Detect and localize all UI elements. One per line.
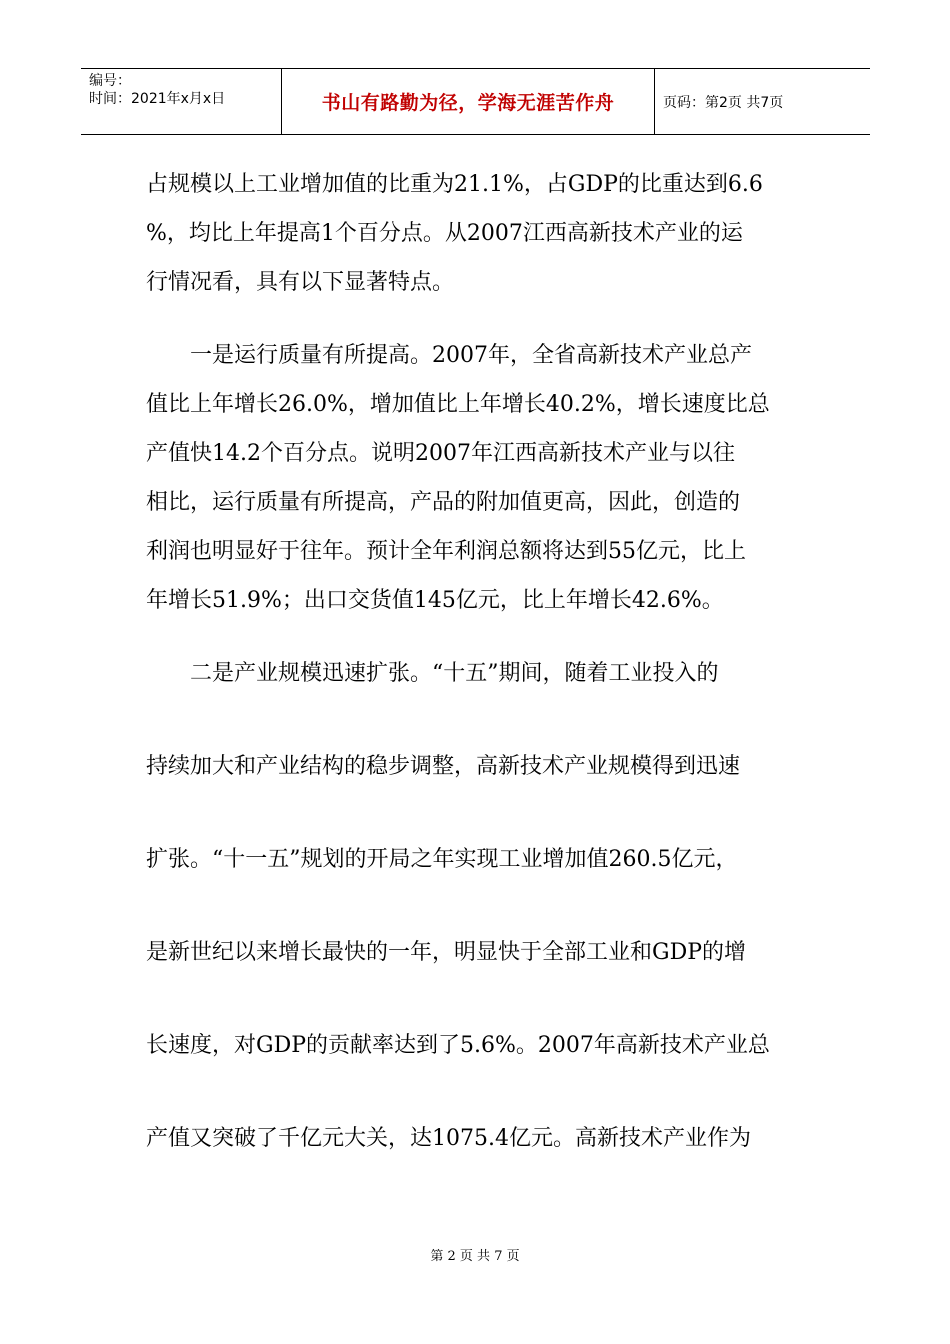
header-meta-cell — [81, 69, 282, 134]
text-line: 是新世纪以来增长最快的一年，明显快于全部工业和GDP的增 — [146, 940, 747, 965]
text-line: 产值快14.2个百分点。说明2007年江西高新技术产业与以往 — [146, 441, 735, 466]
text-line: 扩张。“十一五”规划的开局之年实现工业增加值260.5亿元， — [146, 847, 738, 872]
text-line — [146, 627, 806, 720]
paragraph-1 — [146, 160, 806, 307]
document-number-label: 编号： — [89, 73, 131, 89]
text-line: %，均比上年提高1个百分点。从2007江西高新技术产业的运 — [146, 221, 743, 246]
text-line: 相比，运行质量有所提高，产品的附加值更高，因此，创造的 — [146, 490, 741, 515]
document-date: 时间：2021年x月x日 — [89, 91, 226, 107]
text-line: 行情况看，具有以下显著特点。 — [146, 270, 455, 295]
text-line: 值比上年增长26.0%，增加值比上年增长40.2%，增长速度比总 — [146, 392, 770, 417]
text-line: 占规模以上工业增加值的比重为21.1%，占GDP的比重达到6.6 — [146, 172, 763, 197]
page-header — [81, 68, 870, 135]
header-motto: 书山有路勤为径，学海无涯苦作舟 — [282, 69, 655, 134]
header-page-info: 页码：第2页 共7页 — [663, 94, 784, 111]
text-line: 利润也明显好于往年。预计全年利润总额将达到55亿元，比上 — [146, 539, 746, 564]
page-footer: 第 2 页 共 7 页 — [430, 1249, 520, 1264]
text-line: 长速度，对GDP的贡献率达到了5.6%。2007年高新技术产业总 — [146, 1033, 770, 1058]
document-body — [146, 160, 806, 1185]
text-line: 产值又突破了千亿元大关，达1075.4亿元。高新技术产业作为 — [146, 1126, 751, 1151]
text-line — [146, 331, 806, 380]
paragraph-3 — [146, 627, 806, 1185]
text-line: 年增长51.9%；出口交货值145亿元，比上年增长42.6%。 — [146, 588, 724, 613]
text-line-indented: 一是运行质量有所提高。2007年，全省高新技术产业总产 — [190, 343, 752, 368]
text-line-indented: 二是产业规模迅速扩张。“十五”期间，随着工业投入的 — [190, 661, 719, 686]
paragraph-2 — [146, 331, 806, 625]
text-line: 持续加大和产业结构的稳步调整，高新技术产业规模得到迅速 — [146, 754, 741, 779]
